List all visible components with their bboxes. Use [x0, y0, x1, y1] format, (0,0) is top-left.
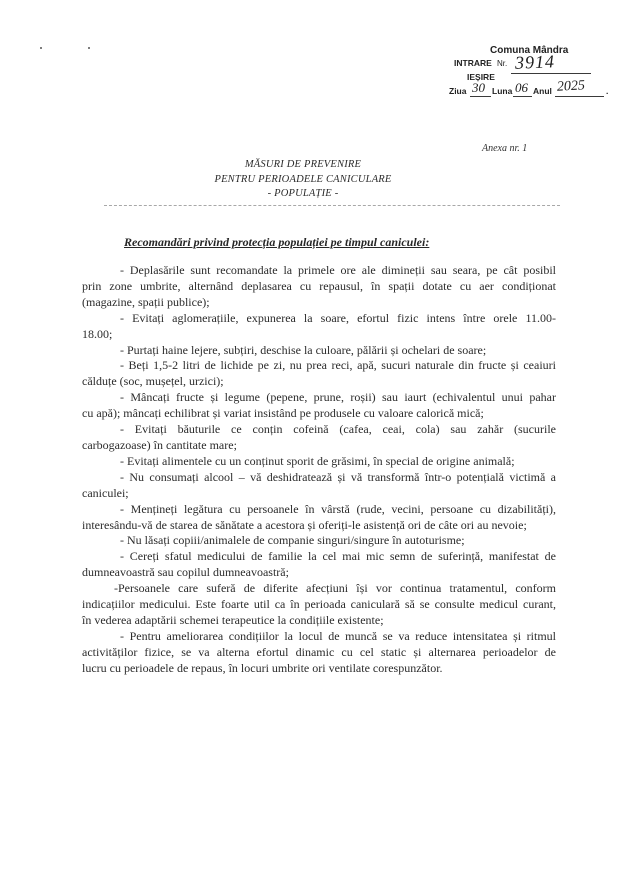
title-line: - POPULAȚIE - — [267, 188, 339, 199]
recommendation-item — [82, 581, 556, 629]
recommendation-line: - Beți 1,5-2 litri de lichide pe zi, nu prea reci, apă, sucuri naturale din fructe și ceaiuri — [120, 358, 556, 373]
recommendation-line: - Mâncați fructe și legume (pepene, prune, roșii) sau iaurt (echivalentul unui pahar — [120, 390, 556, 405]
recommendation-item — [82, 311, 556, 343]
section-heading: Recomandări privind protecția populației pe timpul caniculei: — [124, 235, 430, 249]
recommendation-item — [82, 263, 556, 311]
recommendation-line: caniculei; — [82, 485, 129, 500]
title-line: MĂSURI DE PREVENIRE — [244, 159, 362, 170]
recommendation-item — [82, 390, 556, 422]
recommendation-item — [82, 502, 556, 534]
stamp-year-label: Anul — [533, 86, 552, 96]
stamp-year-value: 2025 — [556, 78, 586, 95]
recommendation-line: în vederea adaptării schemei terapeutice la condițiile existente; — [82, 612, 384, 627]
recommendation-line: interesându-vă de starea de sănătate a acestora și oferiți-le asistență ori de câte ori au nevoie; — [82, 517, 527, 532]
stamp-month-value: 06 — [515, 80, 528, 95]
recommendation-line: cu apă); mâncați echilibrat și variat insistând pe produsele cu valoare calorică mică; — [82, 406, 484, 421]
recommendation-line: - Evitați alimentele cu un conținut sporit de grăsimi, în special de origine animală; — [120, 453, 515, 468]
recommendation-line: activităților fizice, se va alterna efortul dinamic cu cel static și alternarea perioadelor de — [82, 644, 556, 659]
scan-speck — [40, 47, 42, 49]
stamp-institution: Comuna Mândra — [490, 45, 569, 56]
scan-speck — [88, 47, 90, 49]
recommendation-line: dumneavoastră sau copilul dumneavoastră; — [82, 565, 289, 580]
title-line: PENTRU PERIOADELE CANICULARE — [214, 173, 392, 185]
recommendation-line: - Mențineți legătura cu persoanele în vârstă (rude, vecini, persoane cu dizabilități), — [120, 501, 556, 516]
recommendation-item — [82, 343, 556, 359]
recommendation-line: - Purtați haine lejere, subțiri, deschise la culoare, pălării și ochelari de soare; — [120, 342, 487, 357]
stamp-year-suffix: . — [606, 86, 609, 96]
recommendation-line: - Nu consumați alcool – vă deshidratează și vă transformă într-o potențială victimă a — [120, 469, 556, 484]
stamp-day-line — [470, 96, 491, 97]
recommendation-item — [82, 358, 556, 390]
stamp-entry-label: INTRARE — [454, 58, 492, 68]
recommendation-line: -Persoanele care suferă de diferite afecțiuni își vor continua tratamentul, conform — [114, 581, 556, 596]
recommendation-line: carbogazoase) în cantitate mare; — [82, 437, 237, 452]
recommendation-line: - Cereți sfatul medicului de familie la cel mai mic semn de suferință, manifestat de — [120, 549, 556, 564]
recommendation-line: lucru cu perioadele de repaus, în locuri umbrite ori ventilate corespunzător. — [82, 660, 443, 675]
recommendation-line: (magazine, spații publice); — [82, 294, 210, 309]
recommendation-line: - Evitați aglomerațiile, expunerea la soare, efortul fizic intens între orele 11.00- — [120, 310, 556, 325]
recommendation-line: indicațiilor medicului. Este foarte util ca în perioada caniculară să se consulte medicul curant, — [82, 597, 556, 612]
stamp-number-value: 3914 — [514, 51, 556, 73]
recommendation-item — [82, 454, 556, 470]
recommendation-item — [82, 533, 556, 549]
dashed-separator — [104, 205, 560, 206]
stamp-day-label: Ziua — [449, 86, 467, 96]
stamp-day-value: 30 — [472, 80, 485, 95]
recommendation-line: - Nu lăsați copiii/animalele de companie singuri/singure în autoturisme; — [120, 533, 465, 548]
recommendation-line: prin zone umbrite, alternând deplasarea cu repausul, în spații dotate cu aer condiționat — [82, 278, 556, 293]
stamp-month-line — [513, 96, 532, 97]
stamp-number-label: Nr. — [497, 59, 508, 68]
recommendation-item — [82, 422, 556, 454]
stamp-exit-label: IEȘIRE — [467, 72, 495, 82]
stamp-month-label: Luna — [492, 86, 513, 96]
recommendation-item — [82, 549, 556, 581]
recommendation-item — [82, 470, 556, 502]
annex-label: Anexa nr. 1 — [482, 143, 528, 154]
recommendation-line: - Deplasările sunt recomandate la primele ore ale dimineții sau seara, pe cât posibil — [120, 263, 556, 277]
document-title — [160, 158, 446, 202]
recommendation-line: călduțe (soc, mușețel, urzici); — [82, 374, 224, 389]
stamp-year-line — [555, 96, 604, 97]
recommendation-item — [82, 629, 556, 677]
recommendations-list — [82, 263, 556, 677]
recommendation-line: - Pentru ameliorarea condițiilor la locul de muncă se va reduce intensitatea și ritmul — [120, 628, 556, 643]
recommendation-line: 18.00; — [82, 326, 113, 341]
recommendation-line: - Evitați băuturile ce conțin cofeină (cafea, ceai, cola) sau zahăr (sucurile — [120, 422, 556, 437]
